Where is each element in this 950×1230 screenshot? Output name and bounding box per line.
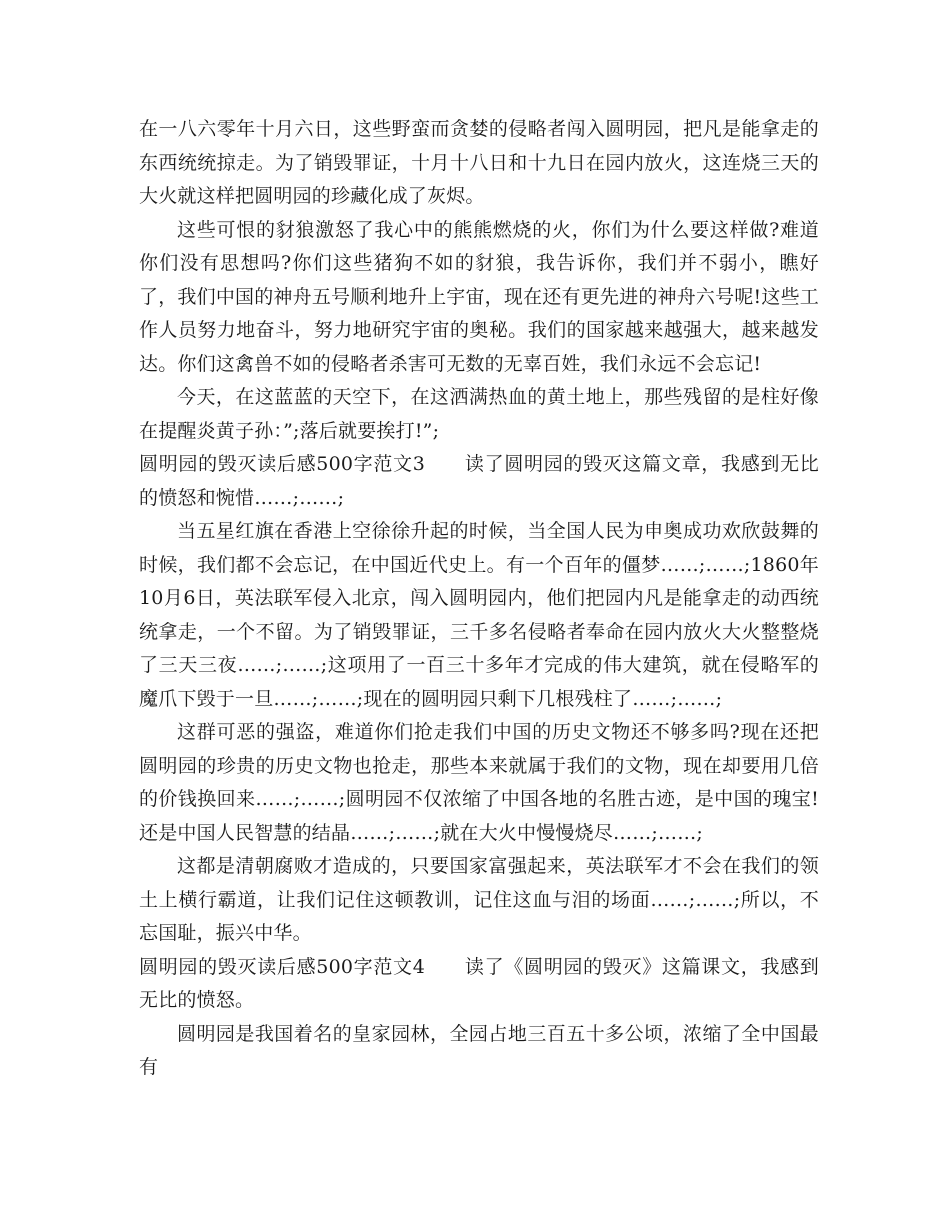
paragraph-5: 这群可恶的强盗，难道你们抢走我们中国的历史文物还不够多吗?现在还把圆明园的珍贵的历史文物也抢走，那些本来就属于我们的文物，现在却要用几倍的价钱换回来……;……;圆明园不仅浓缩了中国各地的名胜古迹，是中国的瑰宝!还是中国人民智慧的结晶……;……;就在大火中慢慢烧尽……;……; [139,721,819,844]
paragraph-2: 这些可恨的豺狼激怒了我心中的熊熊燃烧的火，你们为什么要这样做?难道你们没有思想吗?你们这些猪狗不如的豺狼，我告诉你，我们并不弱小，瞧好了，我们中国的神舟五号顺利地升上宇宙，现在还有更先进的神舟六号呢!这些工作人员努力地奋斗，努力地研究宇宙的奥秘。我们的国家越来越强大，越来越发达。你们这禽兽不如的侵略者杀害可无数的无辜百姓，我们永远不会忘记! [139,218,819,375]
paragraph-3: 今天，在这蓝蓝的天空下，在这洒满热血的黄土地上，那些残留的是柱好像在提醒炎黄子孙：”;落后就要挨打!”; [139,386,819,442]
paragraph-1: 在一八六零年十月六日，这些野蛮而贪婪的侵略者闯入圆明园，把凡是能拿走的东西统统掠走。为了销毁罪证，十月十八日和十九日在园内放火，这连烧三天的大火就这样把圆明园的珍藏化成了灰烬。 [139,118,819,207]
paragraph-6: 这都是清朝腐败才造成的，只要国家富强起来，英法联军才不会在我们的领土上横行霸道，让我们记住这顿教训，记住这血与泪的场面……;……;所以，不忘国耻，振兴中华。 [139,855,819,944]
section-heading-4: 圆明园的毁灭读后感500字范文4 读了《圆明园的毁灭》这篇课文，我感到无比的愤怒。 [139,955,819,1011]
paragraph-4: 当五星红旗在香港上空徐徐升起的时候，当全国人民为申奥成功欢欣鼓舞的时候，我们都不会忘记，在中国近代史上。有一个百年的僵梦……;……;1860年10月6日，英法联军侵入北京，闯入圆明园内，他们把园内凡是能拿走的动西统统拿走，一个不留。为了销毁罪证，三千多名侵略者奉命在园内放火大火整整烧了三天三夜……;……;这项用了一百三十多年才完成的伟大建筑，就在侵略军的魔爪下毁于一旦……;……;现在的圆明园只剩下几根残柱了……;……; [139,520,819,710]
document-page [139,113,819,1085]
section-heading-3: 圆明园的毁灭读后感500字范文3 读了圆明园的毁灭这篇文章，我感到无比的愤怒和惋惜……;……; [139,453,819,509]
paragraph-7: 圆明园是我国着名的皇家园林，全园占地三百五十多公顷，浓缩了全中国最有 [139,1022,819,1078]
